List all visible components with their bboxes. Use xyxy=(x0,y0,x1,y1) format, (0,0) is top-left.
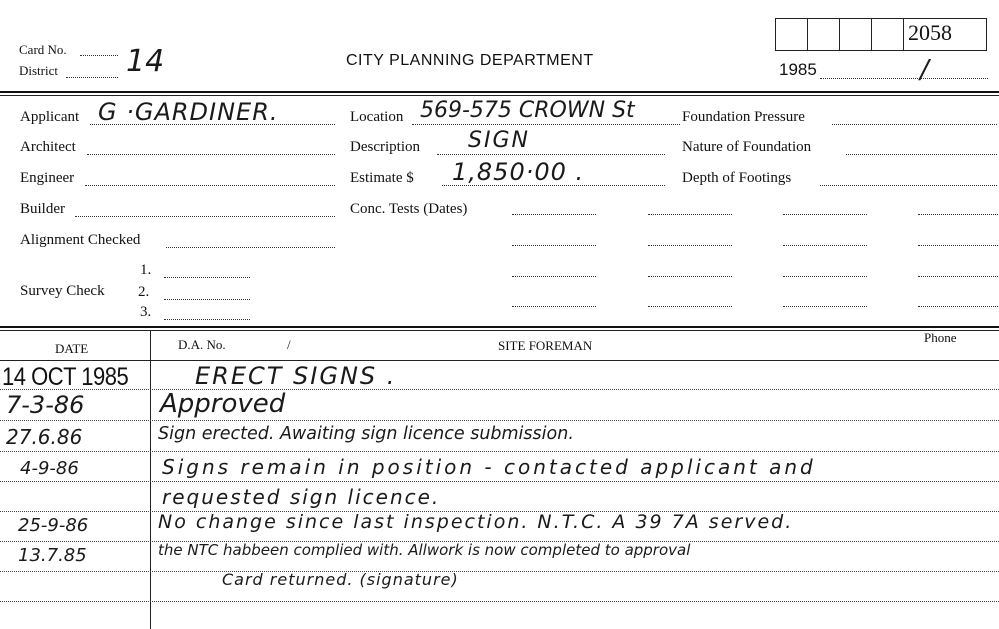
conc-line-2b xyxy=(648,245,732,246)
conc-line-1a xyxy=(512,214,596,215)
record-box-4 xyxy=(871,18,904,51)
alignment-label: Alignment Checked xyxy=(20,232,141,248)
date-header: DATE xyxy=(55,341,89,356)
conc-line-2c xyxy=(783,245,867,246)
row-rule xyxy=(0,481,999,482)
header-rule-1 xyxy=(0,91,999,93)
row-rule xyxy=(0,571,999,572)
estimate-value: 1,850·00 . xyxy=(452,158,585,186)
survey-item-3: 3. xyxy=(140,304,152,320)
district-label: District xyxy=(19,63,58,78)
row-rule xyxy=(0,451,999,452)
survey-item-2: 2. xyxy=(138,284,150,300)
conc-line-3a xyxy=(512,276,596,277)
record-box-2 xyxy=(807,18,840,51)
log-text-1: ERECT SIGNS . xyxy=(195,362,397,390)
nature-foundation-label: Nature of Foundation xyxy=(682,139,812,155)
log-date-1: 14 OCT 1985 xyxy=(2,362,129,391)
row-rule xyxy=(0,601,999,602)
conc-line-1d xyxy=(918,214,998,215)
record-box-1 xyxy=(775,18,808,51)
conc-line-2a xyxy=(512,245,596,246)
log-date-2: 7-3-86 xyxy=(6,391,85,419)
conc-line-1b xyxy=(648,214,732,215)
log-text-6: No change since last inspection. N.T.C. A 39 7A served. xyxy=(158,511,794,533)
conc-line-3c xyxy=(783,276,867,277)
survey-line-3 xyxy=(164,319,250,320)
log-text-7: the NTC habbeen complied with. Allwork is now completed to approval xyxy=(158,541,691,559)
survey-line-1 xyxy=(164,277,250,278)
conc-tests-label: Conc. Tests (Dates) xyxy=(350,201,468,217)
survey-line-2 xyxy=(164,299,250,300)
conc-line-4c xyxy=(783,306,867,307)
log-date-7: 13.7.85 xyxy=(18,545,87,566)
location-value: 569-575 CROWN St xyxy=(420,98,635,123)
year-line xyxy=(820,78,988,79)
location-label: Location xyxy=(350,109,404,125)
record-number: 2058 xyxy=(908,20,952,45)
estimate-label: Estimate $ xyxy=(350,170,414,186)
conc-line-1c xyxy=(783,214,867,215)
applicant-value: G ·GARDINER. xyxy=(98,98,279,126)
log-date-4: 4-9-86 xyxy=(20,458,79,479)
row-rule xyxy=(0,389,999,390)
log-header-rule xyxy=(0,360,999,361)
row-rule xyxy=(0,420,999,421)
architect-label: Architect xyxy=(20,139,76,155)
survey-check-label: Survey Check xyxy=(20,283,105,299)
header-rule-2 xyxy=(0,95,999,96)
nature-foundation-line xyxy=(846,154,997,155)
description-label: Description xyxy=(350,139,420,155)
builder-label: Builder xyxy=(20,201,65,217)
card-no-label: Card No. xyxy=(19,42,67,57)
log-text-4: Signs remain in position - contacted applicant and xyxy=(162,455,816,479)
conc-line-3d xyxy=(918,276,998,277)
survey-item-1: 1. xyxy=(140,262,152,278)
log-date-3: 27.6.86 xyxy=(6,425,83,449)
phone-header: Phone xyxy=(924,330,957,345)
applicant-label: Applicant xyxy=(20,109,80,125)
log-date-6: 25-9-86 xyxy=(18,515,89,536)
depth-footings-label: Depth of Footings xyxy=(682,170,792,186)
builder-line xyxy=(75,216,335,217)
depth-footings-line xyxy=(820,185,997,186)
conc-line-2d xyxy=(918,245,998,246)
da-slash: / xyxy=(287,337,291,352)
date-column-divider xyxy=(150,331,151,629)
description-value: SIGN xyxy=(468,128,530,153)
conc-line-4b xyxy=(648,306,732,307)
year-printed: 1985 xyxy=(779,60,817,79)
log-text-2: Approved xyxy=(160,389,286,419)
da-header: D.A. No. xyxy=(178,337,226,352)
log-text-5: requested sign licence. xyxy=(162,485,441,509)
department-title: CITY PLANNING DEPARTMENT xyxy=(346,52,594,69)
engineer-line xyxy=(85,185,335,186)
log-text-3: Sign erected. Awaiting sign licence submission. xyxy=(158,424,574,444)
log-rule-1 xyxy=(0,326,999,328)
architect-line xyxy=(87,154,335,155)
alignment-line xyxy=(166,247,335,248)
foundation-pressure-label: Foundation Pressure xyxy=(682,109,805,125)
record-box-3 xyxy=(839,18,872,51)
year-handwritten: / xyxy=(920,55,929,85)
conc-line-4a xyxy=(512,306,596,307)
conc-line-3b xyxy=(648,276,732,277)
site-foreman-header: SITE FOREMAN xyxy=(498,338,593,353)
card-no-value: 14 xyxy=(126,44,165,79)
district-line xyxy=(66,77,118,78)
engineer-label: Engineer xyxy=(20,170,75,186)
log-text-8: Card returned. (signature) xyxy=(222,570,459,589)
card-no-line xyxy=(80,55,118,56)
description-line xyxy=(437,154,665,155)
location-line xyxy=(412,124,680,125)
conc-line-4d xyxy=(918,306,998,307)
foundation-pressure-line xyxy=(832,124,997,125)
